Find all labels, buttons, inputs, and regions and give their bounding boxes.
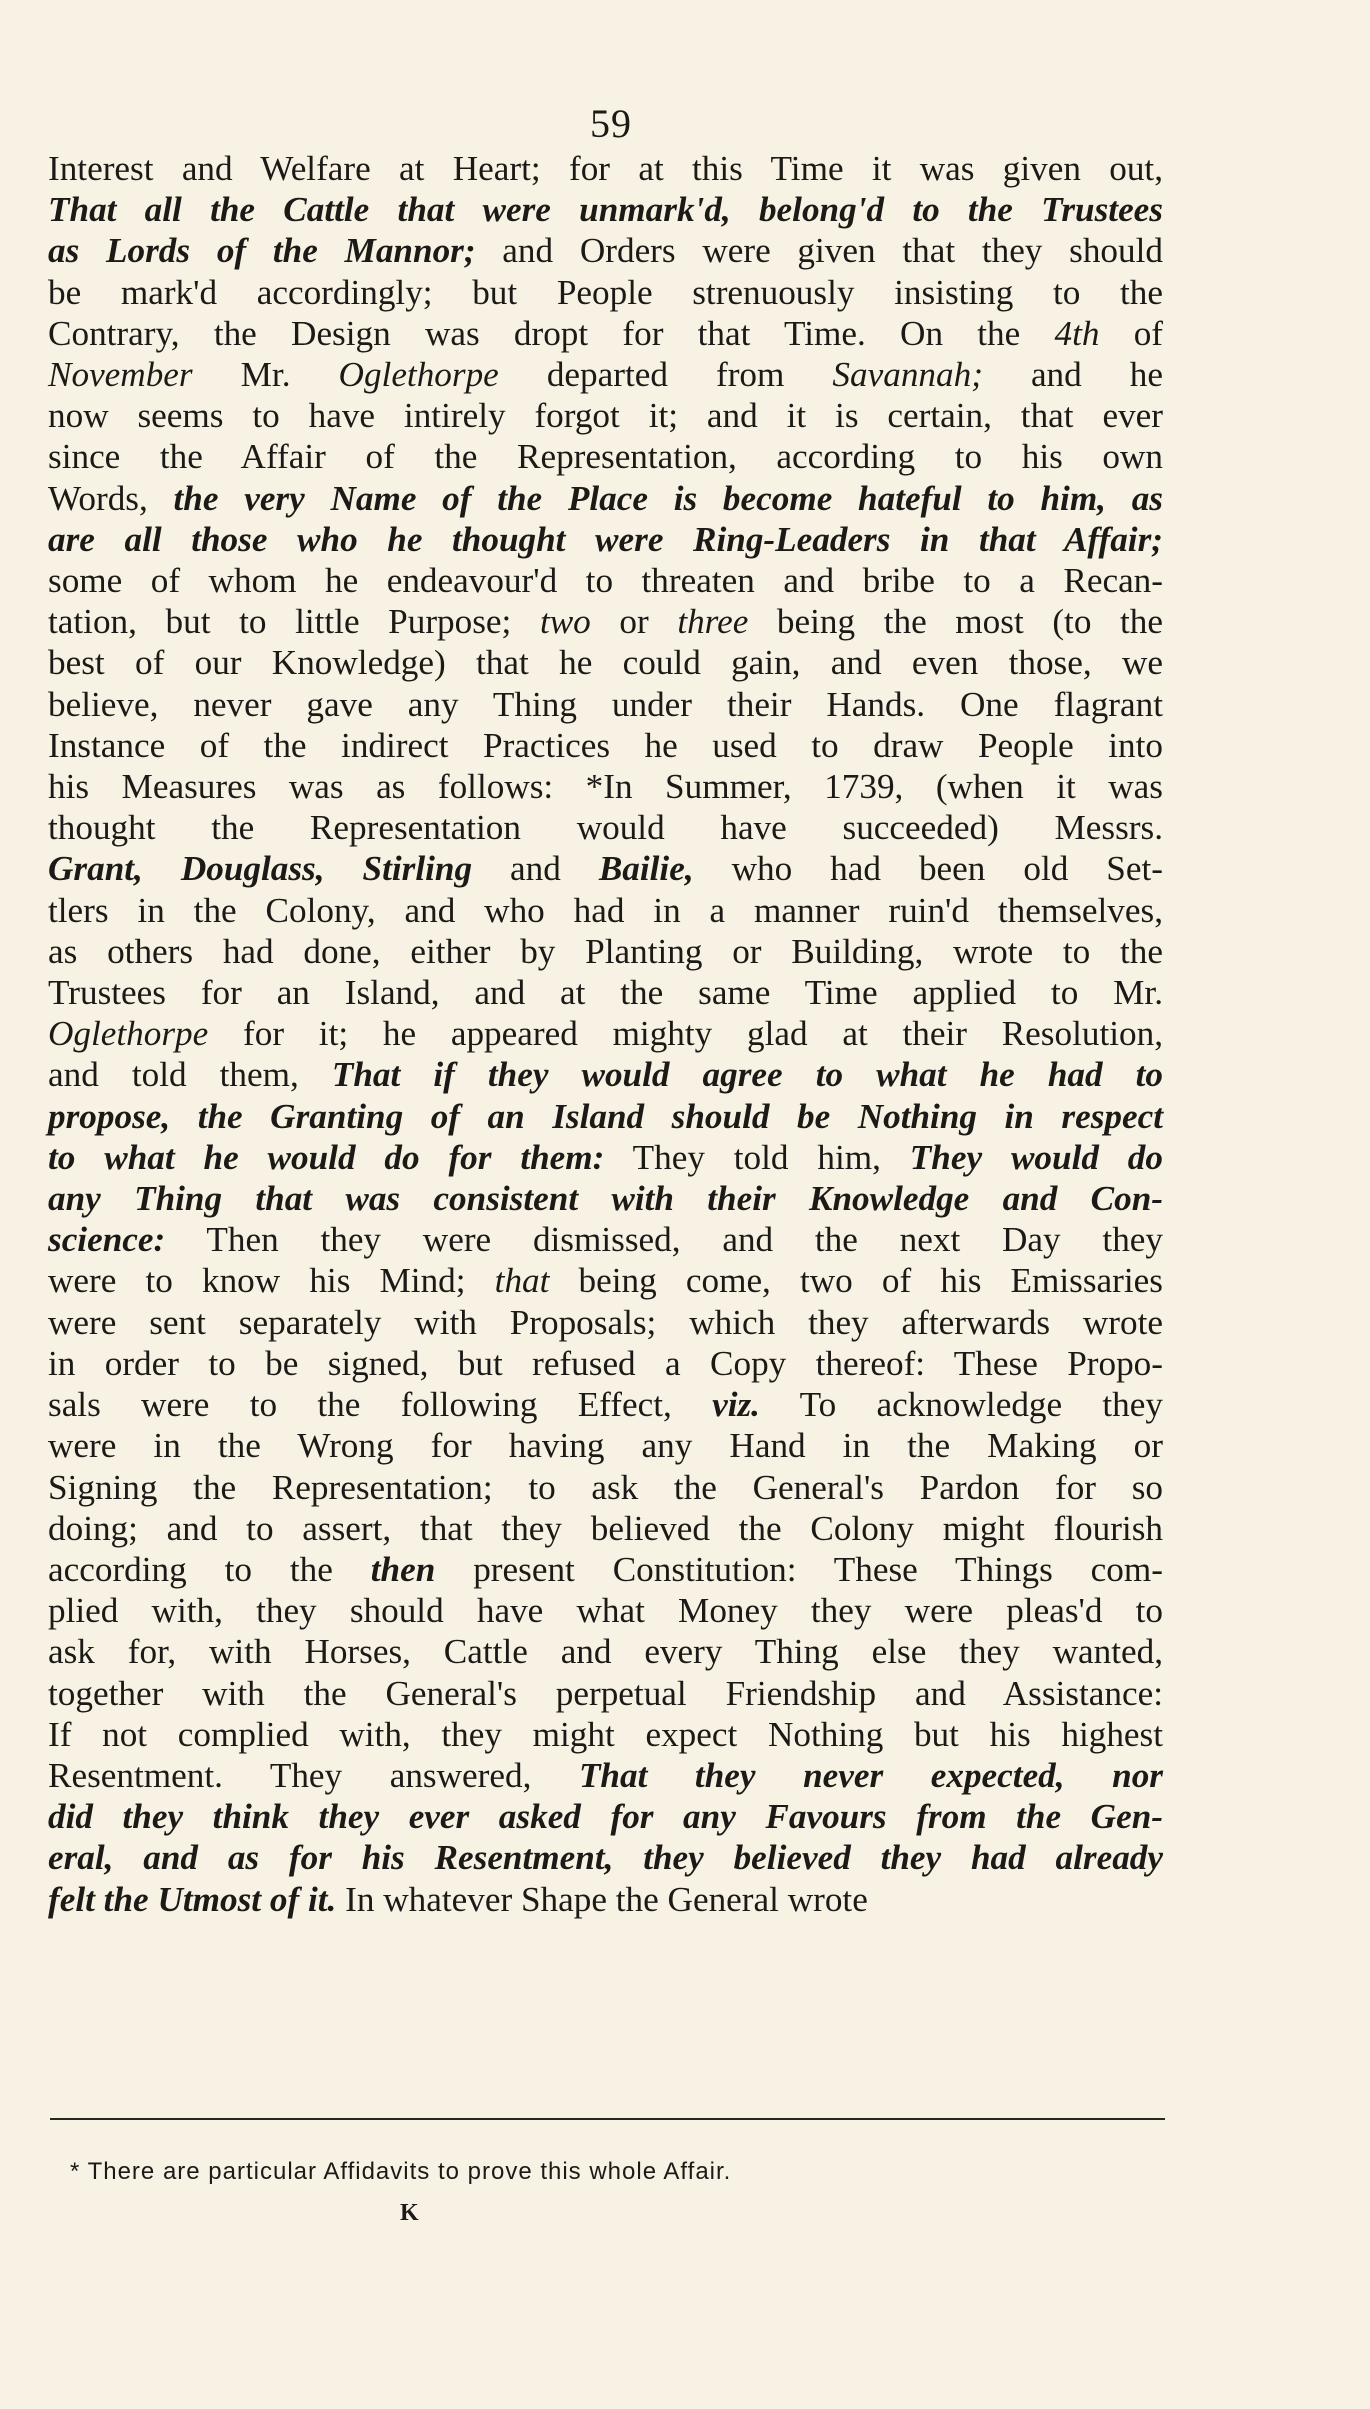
text-segment: doing; and to assert, that they believed the Colony might flourish <box>48 1508 1163 1548</box>
text-segment: then <box>370 1549 436 1589</box>
text-segment: Resentment. They answered, <box>48 1755 579 1795</box>
text-segment: That they never expected, nor <box>578 1755 1163 1795</box>
text-segment: To acknowledge they <box>759 1385 1163 1425</box>
signature-mark: K <box>400 2200 419 2226</box>
text-line <box>48 1425 1163 1466</box>
text-line <box>48 354 1163 395</box>
text-line <box>48 972 1163 1013</box>
text-segment: and <box>472 849 599 889</box>
text-segment: If not complied with, they might expect Nothing but his highest <box>48 1714 1163 1754</box>
text-segment: Oglethorpe <box>338 355 499 395</box>
text-segment: since the Affair of the Representation, according to his own <box>48 437 1163 477</box>
text-segment: eral, and as for his Resentment, they believed they had already <box>48 1838 1163 1878</box>
text-line <box>48 1013 1163 1054</box>
text-segment: Bailie, <box>598 849 694 889</box>
text-segment: That all the Cattle that were unmark'd, belong'd to the Trustees <box>48 190 1163 230</box>
text-segment: being come, two of his Emissaries <box>549 1261 1163 1301</box>
text-line <box>48 1137 1163 1178</box>
text-segment: to what he would do for them: <box>48 1137 605 1177</box>
text-line <box>48 313 1163 354</box>
text-segment: tlers in the Colony, and who had in a manner ruin'd themselves, <box>48 890 1163 930</box>
text-line <box>48 478 1163 519</box>
text-line <box>48 272 1163 313</box>
text-line <box>48 1219 1163 1260</box>
text-line <box>48 1302 1163 1343</box>
text-segment: ask for, with Horses, Cattle and every Thing else they wanted, <box>48 1632 1163 1672</box>
text-line <box>48 436 1163 477</box>
text-segment: as Lords of the Mannor; <box>48 231 476 271</box>
text-line <box>48 931 1163 972</box>
text-segment: who had been old Set- <box>693 849 1163 889</box>
text-segment: and told them, <box>48 1055 332 1095</box>
text-segment: felt the Utmost of it. <box>48 1879 337 1919</box>
text-segment: Interest and Welfare at Heart; for at this Time it was given out, <box>48 149 1163 188</box>
text-line <box>48 1549 1163 1590</box>
text-line <box>48 1384 1163 1425</box>
text-segment: Mr. <box>192 355 339 395</box>
text-line <box>48 189 1163 230</box>
text-line <box>48 1714 1163 1755</box>
text-segment: Words, <box>48 478 174 518</box>
text-segment: together with the General's perpetual Friendship and Assistance: <box>48 1673 1163 1713</box>
text-line <box>48 395 1163 436</box>
text-line <box>48 1837 1163 1878</box>
body-text <box>48 148 1163 1920</box>
text-line <box>48 519 1163 560</box>
text-segment: best of our Knowledge) that he could gain, and even those, we <box>48 643 1163 683</box>
text-segment: some of whom he endeavour'd to threaten and bribe to a Recan- <box>48 561 1163 601</box>
text-segment: did they think they ever asked for any Favours from the Gen- <box>48 1797 1163 1837</box>
text-segment: his Measures was as follows: *In Summer, 1739, (when it was <box>48 767 1163 807</box>
text-segment: Savannah; <box>832 355 983 395</box>
text-line <box>48 1755 1163 1796</box>
text-segment: viz. <box>712 1385 760 1425</box>
text-segment: That if they would agree to what he had to <box>331 1055 1163 1095</box>
text-line <box>48 1343 1163 1384</box>
text-line <box>48 601 1163 642</box>
text-line <box>48 1096 1163 1137</box>
text-segment: sals were to the following Effect, <box>48 1385 713 1425</box>
text-segment: In whatever Shape the General wrote <box>336 1879 868 1919</box>
text-segment: were to know his Mind; <box>48 1261 495 1301</box>
footnote: * There are particular Affidavits to prove this whole Affair. <box>70 2158 732 2185</box>
text-line <box>48 1879 1163 1920</box>
page-number: 59 <box>590 101 632 146</box>
text-segment: They told him, <box>604 1137 910 1177</box>
text-segment: propose, the Granting of an Island should be Nothing in respect <box>48 1096 1163 1136</box>
text-line <box>48 230 1163 271</box>
text-segment: for it; he appeared mighty glad at their Resolution, <box>208 1014 1163 1054</box>
text-line <box>48 642 1163 683</box>
text-segment: plied with, they should have what Money they were pleas'd to <box>48 1591 1163 1631</box>
text-line <box>48 1673 1163 1714</box>
text-segment: Trustees for an Island, and at the same Time applied to Mr. <box>48 973 1163 1013</box>
text-segment: and Orders were given that they should <box>475 231 1163 271</box>
text-segment: and he <box>982 355 1163 395</box>
text-segment: that <box>494 1261 550 1301</box>
text-segment: They would do <box>909 1137 1163 1177</box>
text-segment: Signing the Representation; to ask the General's Pardon for so <box>48 1467 1163 1507</box>
text-line <box>48 848 1163 889</box>
text-segment: Instance of the indirect Practices he used to draw People into <box>48 725 1163 765</box>
text-segment: were sent separately with Proposals; which they afterwards wrote <box>48 1302 1163 1342</box>
text-segment: the very Name of the Place is become hateful to him, as <box>173 478 1163 518</box>
text-segment: November <box>48 355 193 395</box>
text-segment: departed from <box>498 355 833 395</box>
text-segment: any Thing that was consistent with their Knowledge and Con- <box>48 1179 1163 1219</box>
text-segment: according to the <box>48 1549 371 1589</box>
text-line <box>48 1508 1163 1549</box>
text-segment: science: <box>48 1220 166 1260</box>
text-line <box>48 1590 1163 1631</box>
text-segment: be mark'd accordingly; but People strenuously insisting to the <box>48 272 1163 312</box>
text-segment: Contrary, the Design was dropt for that Time. On the <box>48 313 1055 353</box>
text-segment: in order to be signed, but refused a Copy thereof: These Propo- <box>48 1343 1163 1383</box>
text-segment: or <box>590 602 678 642</box>
text-segment: present Constitution: These Things com- <box>435 1549 1163 1589</box>
text-line <box>48 560 1163 601</box>
text-line <box>48 148 1163 189</box>
text-segment: Oglethorpe <box>48 1014 209 1054</box>
text-line <box>48 1178 1163 1219</box>
text-line <box>48 1796 1163 1837</box>
text-line <box>48 890 1163 931</box>
text-segment: are all those who he thought were Ring-Leaders in that Affair; <box>48 519 1163 559</box>
text-segment: 4th <box>1054 313 1100 353</box>
text-segment: were in the Wrong for having any Hand in the Making or <box>48 1426 1163 1466</box>
text-line <box>48 1260 1163 1301</box>
text-segment: three <box>677 602 749 642</box>
text-line <box>48 725 1163 766</box>
text-line <box>48 766 1163 807</box>
text-segment: as others had done, either by Planting or Building, wrote to the <box>48 931 1163 971</box>
text-segment: being the most (to the <box>748 602 1163 642</box>
text-line <box>48 1054 1163 1095</box>
text-line <box>48 1631 1163 1672</box>
text-segment: two <box>539 602 591 642</box>
text-segment: thought the Representation would have succeeded) Messrs. <box>48 808 1163 848</box>
text-line <box>48 684 1163 725</box>
text-line <box>48 807 1163 848</box>
text-line <box>48 1467 1163 1508</box>
footnote-divider <box>50 2118 1165 2120</box>
text-segment: of <box>1099 313 1164 353</box>
text-segment: now seems to have intirely forgot it; and it is certain, that ever <box>48 396 1163 436</box>
text-segment: tation, but to little Purpose; <box>48 602 540 642</box>
text-segment: believe, never gave any Thing under their Hands. One flagrant <box>48 684 1163 724</box>
text-segment: Then they were dismissed, and the next Day they <box>165 1220 1163 1260</box>
text-segment: Grant, Douglass, Stirling <box>48 849 473 889</box>
